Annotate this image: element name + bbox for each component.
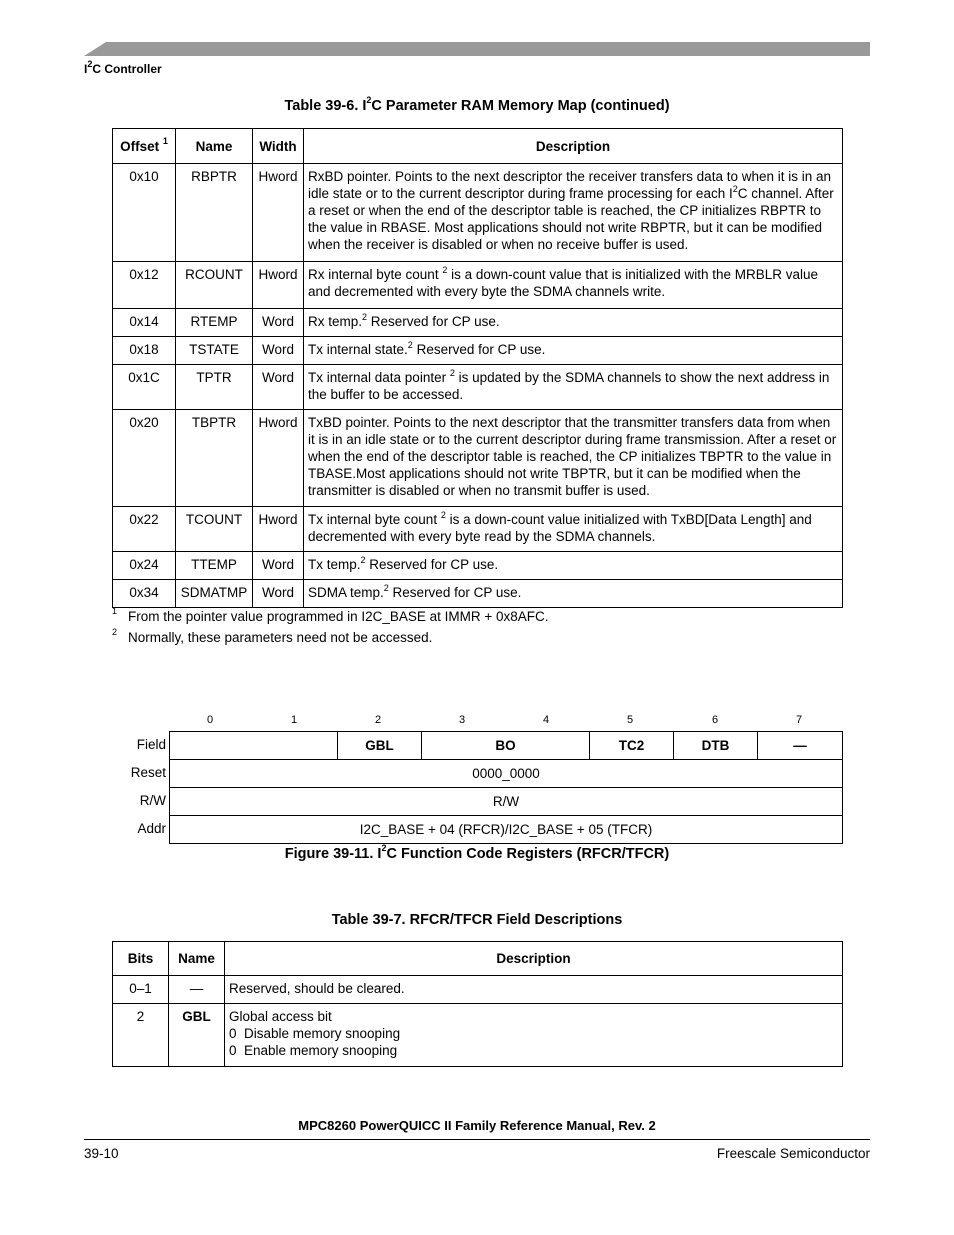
- row-label-reset: Reset: [130, 765, 166, 780]
- cell-name: RCOUNT: [176, 262, 253, 309]
- rw-value: R/W: [170, 788, 843, 816]
- cell-name: RBPTR: [176, 164, 253, 262]
- field-tc2: TC2: [590, 732, 674, 760]
- table-row: [113, 337, 843, 365]
- cell-description: SDMA temp.$^2$ Reserved for CP use.: [304, 580, 843, 608]
- cell-offset: 0x18: [113, 337, 176, 365]
- cell-offset: 0x12: [113, 262, 176, 309]
- cell-name: TBPTR: [176, 410, 253, 507]
- register-diagram: [169, 731, 843, 844]
- cell-description: Tx internal state.$^2$ Reserved for CP use.: [304, 337, 843, 365]
- parameter-ram-table: [112, 128, 843, 608]
- cell-bits: 2: [113, 1004, 169, 1067]
- cell-width: Hword: [253, 410, 304, 507]
- row-label-field: Field: [136, 737, 166, 752]
- page-number: 39-10: [84, 1146, 119, 1161]
- field-reserved-dash: —: [758, 732, 843, 760]
- table-39-6-caption: Table 39-6. $I^2C$ Parameter RAM Memory Map (continued): [284, 95, 670, 114]
- cell-width: Hword: [253, 164, 304, 262]
- cell-name: RTEMP: [176, 309, 253, 337]
- cell-description: [225, 1004, 843, 1067]
- bit-number: 4: [542, 714, 550, 726]
- cell-description: TxBD pointer. Points to the next descriptor that the transmitter transfers data from when it is in an idle state or to the current descriptor during frame transmission. After a reset or when the end of the descriptor table is reached, the CP initializes TBPTR to the value in TBASE.Most applications should not write TBPTR, but it can be modified when the transmitter is disabled or when no transmit buffer is used.: [304, 410, 843, 507]
- field-row: [170, 732, 843, 760]
- cell-width: Word: [253, 337, 304, 365]
- table-row: [113, 507, 843, 552]
- cell-name: GBL: [169, 1004, 225, 1067]
- cell-bits: 0–1: [113, 976, 169, 1004]
- bit-number: 2: [374, 714, 382, 726]
- cell-description: Rx temp.$^2$ Reserved for CP use.: [304, 309, 843, 337]
- table-row: [113, 262, 843, 309]
- figure-39-11-caption: Figure 39-11. $I^2C$ Function Code Registers (RFCR/TFCR): [284, 843, 670, 862]
- cell-offset: 0x10: [113, 164, 176, 262]
- cell-description: [225, 976, 843, 1004]
- field-gbl: GBL: [338, 732, 422, 760]
- addr-row: [170, 816, 843, 844]
- cell-width: Word: [253, 580, 304, 608]
- cell-offset: 0x22: [113, 507, 176, 552]
- chapter-title: $I^2C$ Controller: [84, 59, 162, 76]
- header-name: Name: [176, 129, 253, 164]
- description-line: Reserved, should be cleared.: [229, 981, 405, 996]
- cell-width: Hword: [253, 262, 304, 309]
- table-39-7-caption: Table 39-7. RFCR/TFCR Field Descriptions: [331, 912, 623, 928]
- bit-number: 1: [290, 714, 298, 726]
- header-bits: Bits: [113, 942, 169, 976]
- cell-offset: 0x20: [113, 410, 176, 507]
- description-line: Global access bit: [229, 1009, 332, 1024]
- cell-width: Word: [253, 365, 304, 410]
- cell-name: TCOUNT: [176, 507, 253, 552]
- cell-name: TPTR: [176, 365, 253, 410]
- cell-name: TTEMP: [176, 552, 253, 580]
- table-header-row: [113, 942, 843, 976]
- cell-description: Tx internal byte count $^2$ is a down-count value initialized with TxBD[Data Length] and decremented with every byte read by the SDMA channels.: [304, 507, 843, 552]
- company-name: Freescale Semiconductor: [716, 1146, 870, 1161]
- bit-number: 6: [711, 714, 719, 726]
- table-row: [113, 410, 843, 507]
- table-header-row: [113, 129, 843, 164]
- table-row: [113, 164, 843, 262]
- cell-description: Tx temp.$^2$ Reserved for CP use.: [304, 552, 843, 580]
- bit-number: 7: [795, 714, 803, 726]
- field-bo: BO: [422, 732, 590, 760]
- cell-offset: 0x14: [113, 309, 176, 337]
- table-row: [113, 976, 843, 1004]
- cell-width: Hword: [253, 507, 304, 552]
- table-row: [113, 552, 843, 580]
- header-name: Name: [169, 942, 225, 976]
- bit-number: 5: [626, 714, 634, 726]
- table-row: [113, 365, 843, 410]
- bit-number: 3: [458, 714, 466, 726]
- table-row: [113, 580, 843, 608]
- header-bar: [84, 42, 870, 56]
- cell-width: Word: [253, 552, 304, 580]
- rw-row: [170, 788, 843, 816]
- reset-row: [170, 760, 843, 788]
- addr-value: I2C_BASE + 04 (RFCR)/I2C_BASE + 05 (TFCR): [170, 816, 843, 844]
- field-reserved: [170, 732, 338, 760]
- cell-offset: 0x24: [113, 552, 176, 580]
- footer-divider: [84, 1139, 870, 1140]
- cell-name: SDMATMP: [176, 580, 253, 608]
- cell-description: Tx internal data pointer $^2$ is updated by the SDMA channels to show the next address in the buffer to be accessed.: [304, 365, 843, 410]
- description-line: 0 Disable memory snooping: [229, 1026, 401, 1041]
- header-description: Description: [304, 129, 843, 164]
- bit-number: 0: [206, 714, 214, 726]
- cell-description: RxBD pointer. Points to the next descriptor the receiver transfers data to when it is in an idle state or to the current descriptor during frame processing for each $I^2C$ channel. After a reset or when the end of the descriptor table is reached, the CP initializes RBPTR to the value in RBASE. Most applications should not write RBPTR, but it can be modified when the receiver is disabled or when no receive buffer is used.: [304, 164, 843, 262]
- cell-offset: 0x1C: [113, 365, 176, 410]
- field-dtb: DTB: [674, 732, 758, 760]
- footer-manual-title: MPC8260 PowerQUICC II Family Reference Manual, Rev. 2: [298, 1118, 656, 1133]
- header-description: Description: [225, 942, 843, 976]
- cell-description: Rx internal byte count $^2$ is a down-count value that is initialized with the MRBLR value and decremented with every byte the SDMA channels write.: [304, 262, 843, 309]
- row-label-rw: R/W: [139, 793, 166, 808]
- table-row: [113, 1004, 843, 1067]
- field-descriptions-table: [112, 941, 843, 1067]
- reset-value: 0000_0000: [170, 760, 843, 788]
- header-width: Width: [253, 129, 304, 164]
- header-offset: Offset $^1$: [113, 129, 176, 164]
- cell-width: Word: [253, 309, 304, 337]
- cell-name: —: [169, 976, 225, 1004]
- row-label-addr: Addr: [137, 821, 166, 836]
- description-line: 0 Enable memory snooping: [229, 1043, 398, 1058]
- cell-offset: 0x34: [113, 580, 176, 608]
- table-row: [113, 309, 843, 337]
- cell-name: TSTATE: [176, 337, 253, 365]
